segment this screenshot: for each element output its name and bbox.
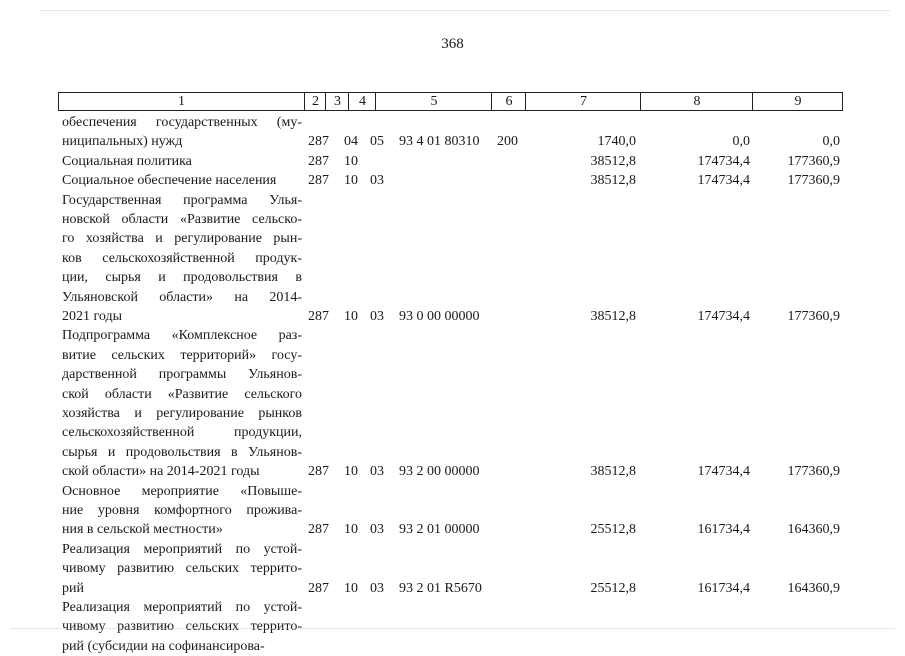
cell-v9: 177360,9 [787, 173, 840, 189]
cell-gr: 287 [308, 580, 329, 596]
cell-v9: 177360,9 [787, 153, 840, 169]
cell-pr: 05 [370, 134, 384, 150]
cell-csr: 93 0 00 00000 [399, 309, 480, 324]
row-name-line: витие сельских территорий» госу- [62, 347, 302, 363]
cell-v8: 161734,4 [697, 580, 750, 596]
row-name-line: рий [62, 580, 84, 596]
cell-pr: 03 [370, 309, 384, 324]
cell-gr: 287 [308, 153, 329, 169]
row-name-line: чивому развитию сельских террито- [62, 561, 302, 577]
row-name-line: ние уровня комфортного прожива- [62, 503, 302, 518]
cell-rz: 10 [344, 173, 358, 189]
cell-vr: 200 [497, 134, 518, 150]
row-name-line: ской области «Развитие сельского [62, 386, 302, 402]
scan-edge-bottom [10, 628, 895, 629]
row-name-line: ской области» на 2014-2021 годы [62, 464, 260, 480]
cell-v9: 0,0 [822, 134, 840, 150]
cell-v8: 0,0 [732, 134, 750, 150]
cell-gr: 287 [308, 134, 329, 150]
scan-edge-top [40, 10, 890, 11]
cell-gr: 287 [308, 464, 329, 480]
header-col-4: 4 [348, 93, 376, 110]
cell-gr: 287 [308, 522, 329, 538]
row-name-line: обеспечения государственных (му- [62, 115, 302, 130]
header-col-9: 9 [752, 93, 843, 110]
row-name-line: дарственной программы Ульянов- [62, 367, 302, 383]
cell-v8: 174734,4 [697, 309, 750, 324]
row-name-line: Реализация мероприятий по устой- [62, 541, 302, 557]
cell-rz: 10 [344, 309, 358, 324]
header-col-1: 1 [178, 94, 185, 109]
row-name-line: рий (субсидии на софинансирова- [62, 638, 265, 654]
cell-v7: 38512,8 [590, 153, 636, 169]
cell-v9: 164360,9 [787, 580, 840, 596]
header-col-8: 8 [640, 93, 753, 110]
header-col-6: 6 [491, 93, 526, 110]
row-name-line: сельскохозяйственной продукции, [62, 425, 302, 441]
row-name-line: 2021 годы [62, 309, 123, 324]
header-col-5: 5 [375, 93, 492, 110]
cell-v9: 177360,9 [787, 309, 840, 324]
cell-rz: 10 [344, 464, 358, 480]
cell-v7: 38512,8 [590, 309, 636, 324]
cell-csr: 93 2 00 00000 [399, 464, 480, 480]
header-col-2: 2 [304, 93, 326, 110]
row-name-line: Подпрограмма «Комплексное раз- [62, 328, 302, 344]
cell-v9: 164360,9 [787, 522, 840, 538]
header-col-7: 7 [525, 93, 641, 110]
row-name-line: чивому развитию сельских террито- [62, 619, 302, 635]
row-name-line: ции, сырья и продовольствия в [62, 270, 302, 286]
cell-v7: 38512,8 [590, 464, 636, 480]
cell-pr: 03 [370, 464, 384, 480]
row-name-line: новской области «Развитие сельско- [62, 212, 302, 227]
table-header-row [58, 92, 843, 111]
row-name-line: ния в сельской местности» [62, 522, 223, 538]
row-name-line: хозяйства и регулирование рынков [62, 406, 302, 421]
cell-rz: 10 [344, 522, 358, 538]
header-col-3: 3 [325, 93, 349, 110]
cell-pr: 03 [370, 580, 384, 596]
cell-csr: 93 2 01 R5670 [399, 580, 482, 596]
cell-v8: 161734,4 [697, 522, 750, 538]
row-name-line: ниципальных) нужд [62, 134, 183, 150]
cell-v7: 38512,8 [590, 173, 636, 189]
row-name-line: Социальная политика [62, 153, 192, 169]
cell-csr: 93 4 01 80310 [399, 134, 480, 150]
row-name-line: Государственная программа Улья- [62, 192, 302, 208]
row-name-line: Реализация мероприятий по устой- [62, 600, 302, 615]
cell-v7: 25512,8 [590, 580, 636, 596]
row-name-line: сырья и продовольствия в Ульянов- [62, 444, 302, 460]
cell-v7: 1740,0 [597, 134, 636, 150]
cell-pr: 03 [370, 522, 384, 538]
cell-v7: 25512,8 [590, 522, 636, 538]
cell-gr: 287 [308, 309, 329, 324]
cell-v9: 177360,9 [787, 464, 840, 480]
cell-csr: 93 2 01 00000 [399, 522, 480, 538]
row-name-line: Ульяновской области» на 2014- [62, 289, 302, 305]
cell-gr: 287 [308, 173, 329, 189]
cell-pr: 03 [370, 173, 384, 189]
cell-rz: 10 [344, 580, 358, 596]
cell-v8: 174734,4 [697, 153, 750, 169]
row-name-line: Основное мероприятие «Повыше- [62, 483, 302, 499]
cell-rz: 04 [344, 134, 358, 150]
page-number: 368 [441, 36, 464, 52]
row-name-line: Социальное обеспечение населения [62, 173, 277, 189]
row-name-line: ков сельскохозяйственной продук- [62, 250, 302, 266]
row-name-line: го хозяйства и регулирование рын- [62, 231, 302, 247]
cell-v8: 174734,4 [697, 173, 750, 189]
cell-rz: 10 [344, 153, 358, 169]
cell-v8: 174734,4 [697, 464, 750, 480]
